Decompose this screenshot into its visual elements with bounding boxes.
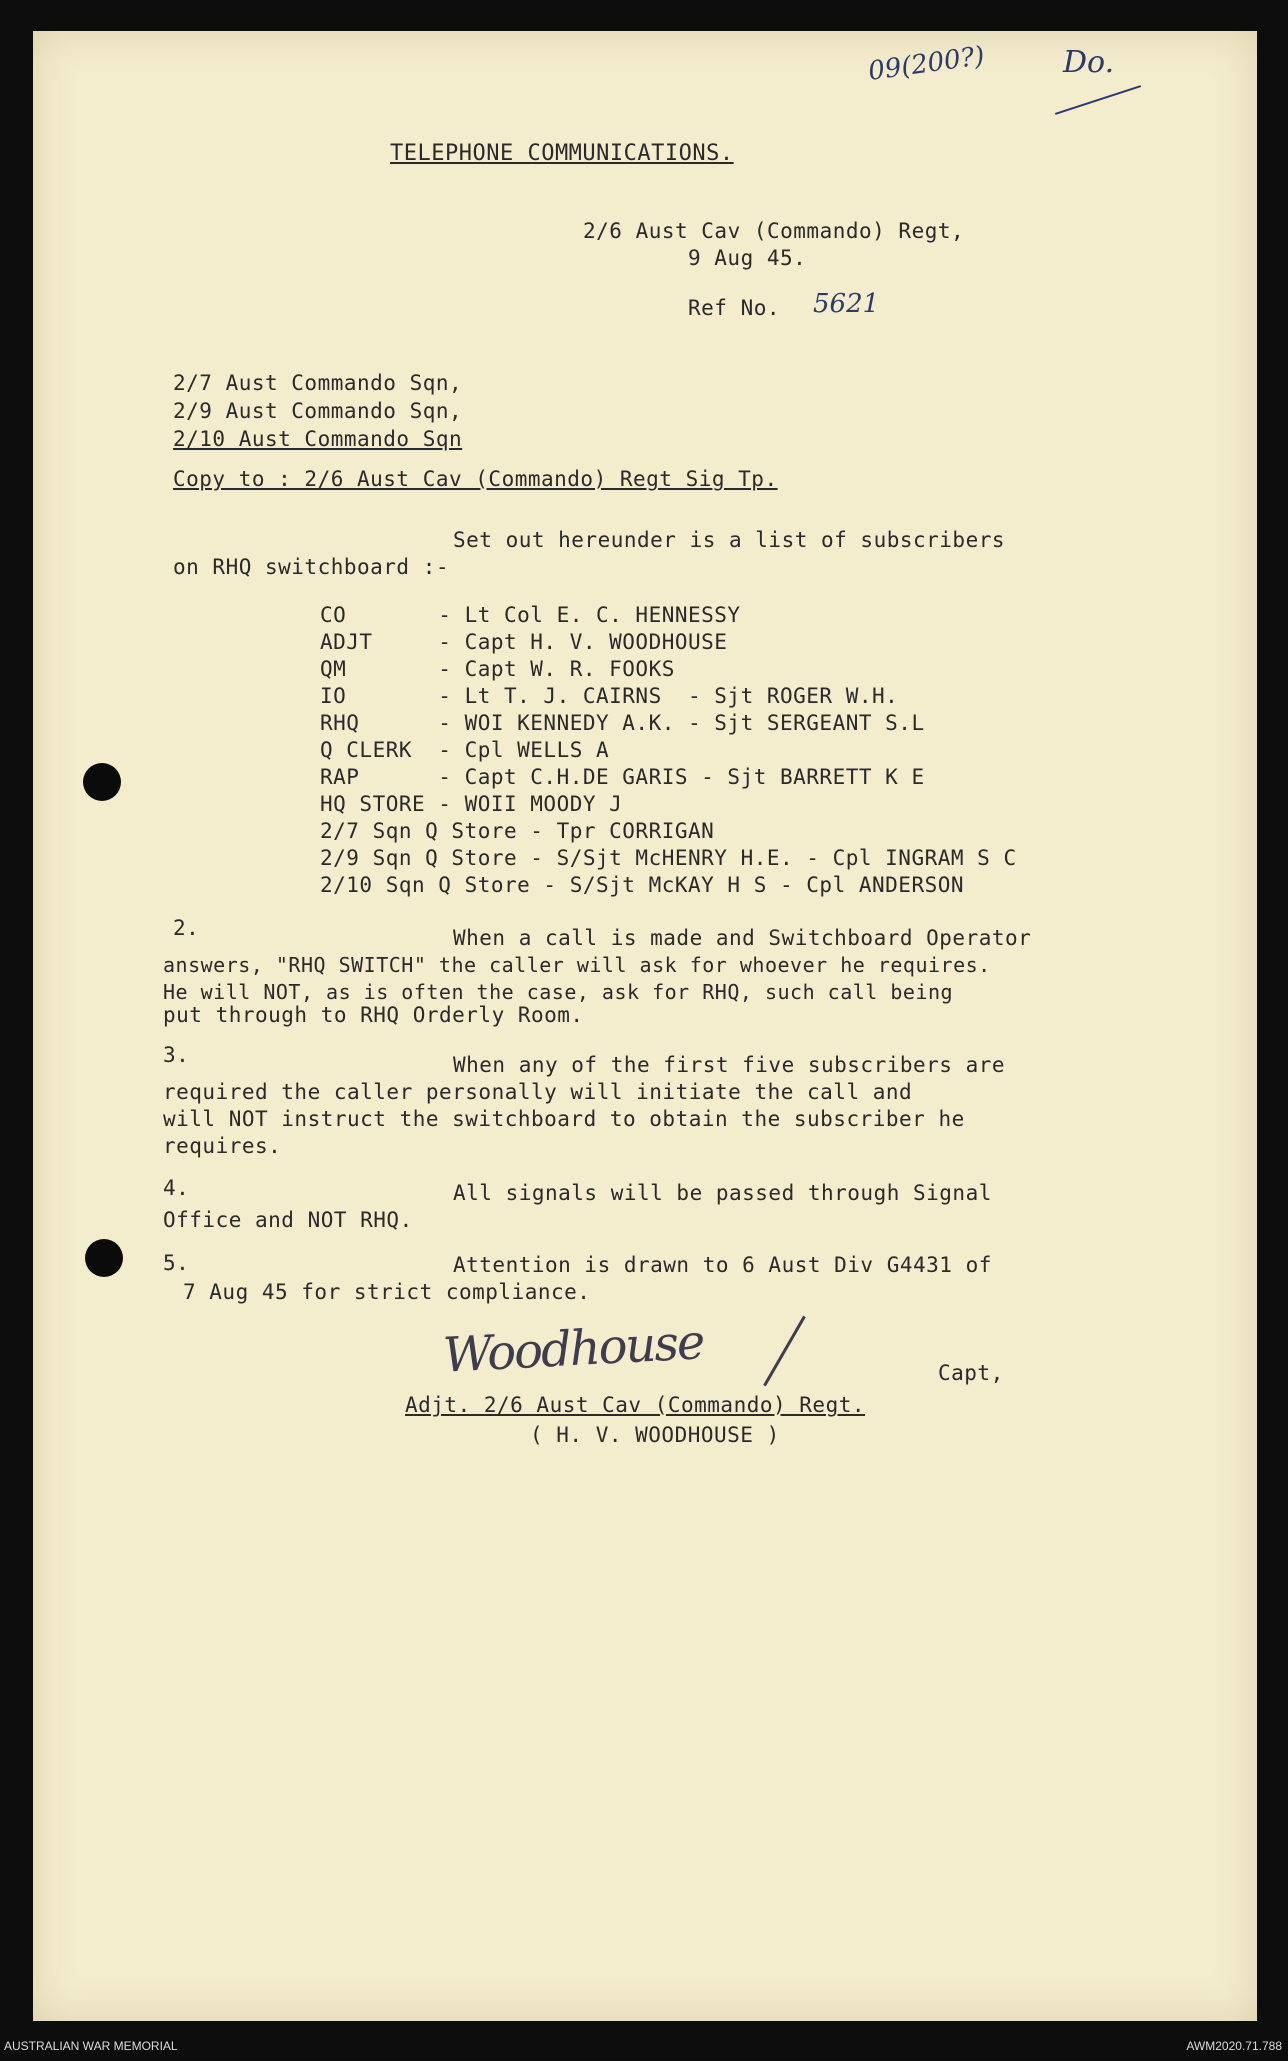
- punch-hole: [83, 763, 121, 801]
- intro-line-2: on RHQ switchboard :-: [173, 555, 450, 579]
- signatory-rank: Capt,: [938, 1361, 1004, 1385]
- para-2-line: put through to RHQ Orderly Room.: [163, 1003, 584, 1027]
- top-handwritten-number: 09(200?): [866, 41, 987, 87]
- para-3-line: required the caller personally will initiate the call and: [163, 1080, 913, 1104]
- para-3-number: 3.: [163, 1043, 190, 1067]
- signature: Woodhouse: [441, 1314, 705, 1384]
- handwritten-slash: [1055, 85, 1141, 115]
- para-2-line: answers, "RHQ SWITCH" the caller will ask for whoever he requires.: [163, 953, 991, 977]
- intro-line-1: Set out hereunder is a list of subscribers: [453, 528, 1006, 552]
- para-3-line: requires.: [163, 1134, 282, 1158]
- subscriber-row: 2/10 Sqn Q Store - S/Sjt McKAY H S - Cpl ANDERSON: [320, 873, 965, 897]
- para-2-line: He will NOT, as is often the case, ask for RHQ, such call being: [163, 980, 954, 1004]
- archive-label-left: AUSTRALIAN WAR MEMORIAL: [4, 2039, 178, 2053]
- subscriber-row: 2/9 Sqn Q Store - S/Sjt McHENRY H.E. - Cpl INGRAM S C: [320, 846, 1017, 870]
- signatory-name: ( H. V. WOODHOUSE ): [530, 1423, 780, 1447]
- document-title: TELEPHONE COMMUNICATIONS.: [390, 141, 734, 166]
- ref-number: 5621: [813, 289, 880, 319]
- para-4-line: All signals will be passed through Signal: [453, 1181, 992, 1205]
- subscriber-row: HQ STORE - WOII MOODY J: [320, 792, 623, 816]
- para-3-line: When any of the first five subscribers are: [453, 1053, 1006, 1077]
- recipient-1: 2/7 Aust Commando Sqn,: [173, 371, 463, 395]
- unit-heading: 2/6 Aust Cav (Commando) Regt,: [583, 219, 965, 243]
- para-5-line: Attention is drawn to 6 Aust Div G4431 of: [453, 1253, 992, 1277]
- subscriber-row: CO - Lt Col E. C. HENNESSY: [320, 603, 741, 627]
- subscriber-row: ADJT - Capt H. V. WOODHOUSE: [320, 630, 728, 654]
- subscriber-row: QM - Capt W. R. FOOKS: [320, 657, 675, 681]
- subscriber-row: RHQ - WOI KENNEDY A.K. - Sjt SERGEANT S.L: [320, 711, 925, 735]
- top-handwritten-initials: Do.: [1063, 45, 1115, 80]
- archive-label-right: AWM2020.71.788: [1186, 2039, 1282, 2053]
- para-2-line: When a call is made and Switchboard Operator: [453, 926, 1032, 950]
- recipient-2: 2/9 Aust Commando Sqn,: [173, 399, 463, 423]
- para-4-number: 4.: [163, 1176, 190, 1200]
- ref-label: Ref No.: [688, 296, 781, 320]
- copy-to-line: Copy to : 2/6 Aust Cav (Commando) Regt Sig Tp.: [173, 467, 778, 491]
- para-2-number: 2.: [173, 916, 200, 940]
- document-page: [33, 31, 1257, 2021]
- recipient-3: 2/10 Aust Commando Sqn: [173, 427, 463, 451]
- para-5-number: 5.: [163, 1251, 190, 1275]
- para-4-line: Office and NOT RHQ.: [163, 1208, 413, 1232]
- signatory-role: Adjt. 2/6 Aust Cav (Commando) Regt.: [405, 1393, 866, 1417]
- signature-flourish: [763, 1316, 806, 1387]
- document-date: 9 Aug 45.: [688, 246, 807, 270]
- subscriber-row: IO - Lt T. J. CAIRNS - Sjt ROGER W.H.: [320, 684, 899, 708]
- subscriber-row: Q CLERK - Cpl WELLS A: [320, 738, 610, 762]
- para-5-line: 7 Aug 45 for strict compliance.: [183, 1280, 591, 1304]
- subscriber-row: 2/7 Sqn Q Store - Tpr CORRIGAN: [320, 819, 715, 843]
- para-3-line: will NOT instruct the switchboard to obtain the subscriber he: [163, 1107, 965, 1131]
- subscriber-row: RAP - Capt C.H.DE GARIS - Sjt BARRETT K E: [320, 765, 925, 789]
- punch-hole: [85, 1239, 123, 1277]
